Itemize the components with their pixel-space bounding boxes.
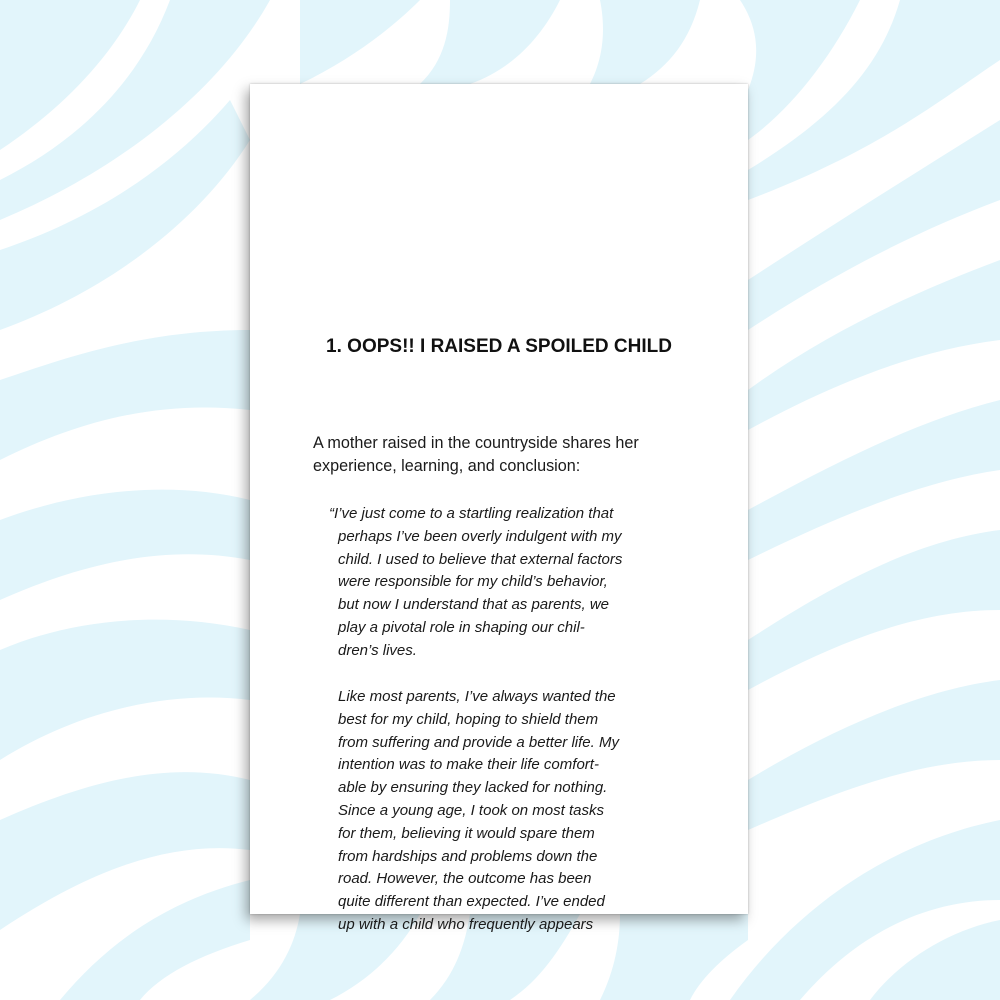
quote-line: able by ensuring they lacked for nothing. (338, 779, 608, 797)
intro-paragraph: A mother raised in the countryside shares her experience, learning, and conclusion: (313, 434, 639, 475)
quote-line: from hardships and problems down the (338, 847, 598, 865)
quote-line: perhaps I’ve been overly indulgent with my (338, 527, 622, 545)
quote-line: play a pivotal role in shaping our chil- (338, 618, 585, 636)
quote-line: Since a young age, I took on most tasks (338, 801, 604, 819)
quote-line: road. However, the outcome has been (338, 870, 592, 888)
quote-line: Like most parents, I’ve always wanted the (338, 688, 616, 705)
quote-line: for them, believing it would spare them (338, 824, 595, 842)
quote-line: child. I used to believe that external factors (338, 550, 623, 568)
quote-line: intention was to make their life comfort- (338, 756, 599, 774)
book-page (250, 84, 748, 933)
quote-line: “I’ve just come to a startling realization that (329, 505, 614, 522)
quote-paragraph-1 (329, 503, 666, 663)
quote-paragraph-2 (338, 686, 666, 937)
quote-line: but now I understand that as parents, we (338, 596, 610, 614)
chapter-title: 1. OOPS!! I RAISED A SPOILED CHILD (326, 336, 672, 357)
quote-line: best for my child, hoping to shield them (338, 710, 599, 728)
quote-line: from suffering and provide a better life. My (338, 733, 619, 751)
quote-line: quite different than expected. I’ve ended (338, 893, 605, 911)
quote-line: up with a child who frequently appears (338, 915, 594, 933)
quote-line: were responsible for my child’s behavior, (338, 573, 608, 591)
quote-line: dren’s lives. (338, 641, 417, 659)
